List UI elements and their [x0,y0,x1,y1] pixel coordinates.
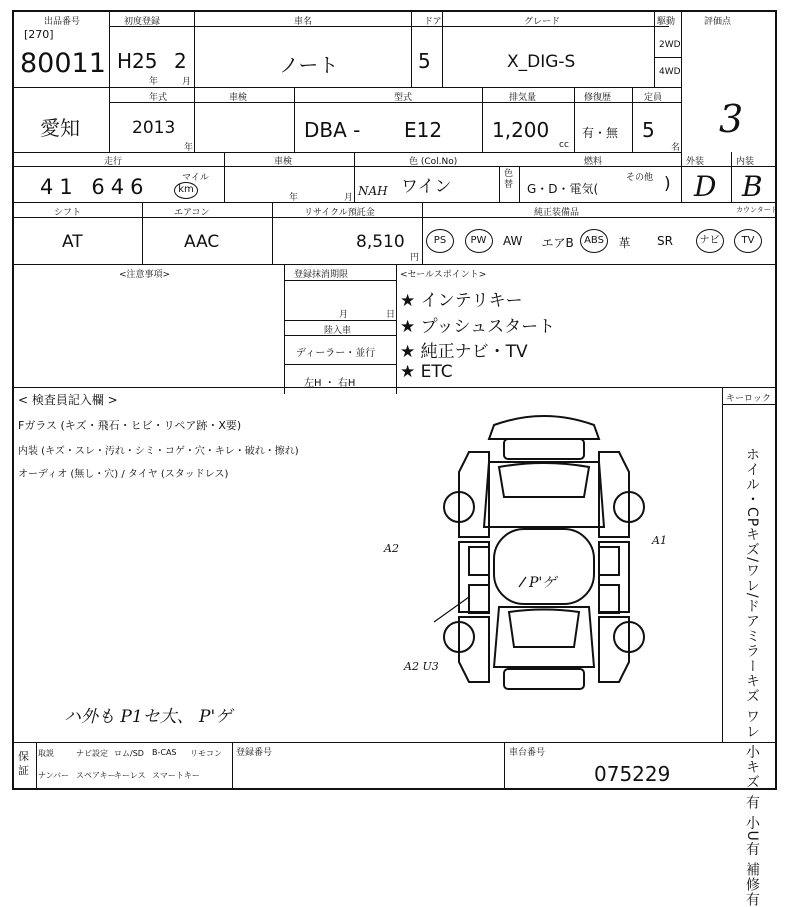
steering: 左H ・ 右H [304,378,356,389]
first-reg-label: 初度登録 [124,17,161,27]
history-options: 有・無 [582,126,619,140]
sales-points-label: <セールスポイント> [400,270,487,280]
fuel-other: その他 [626,173,654,183]
model-prefix: DBA - [304,118,361,142]
fuel-label: 燃料 [584,157,603,167]
capacity-value: 5 [642,118,655,142]
capacity-label: 定員 [644,93,663,103]
equipment-label: 純正装備品 [534,208,580,218]
entry-label: 陸入車 [324,326,352,336]
grade-label: グレード [524,17,561,27]
mark-lower: A2 U3 [404,660,439,673]
drive-label: 駆動 [657,17,676,27]
grade-value: X_DIG-S [507,52,576,72]
score-handwritten: 3 [719,97,744,141]
shift-label: シフト [54,208,82,218]
color-change-label: 色替 [504,169,514,190]
model-code: E12 [404,118,443,142]
recycle-label: リサイクル預託金 [304,208,375,218]
footer-item-top-1: ナビ設定 [76,749,108,758]
equipment-2: AW [503,234,523,248]
deadline-day: 日 [386,310,396,320]
equipment-7: ナビ [696,229,724,253]
fuel-close: ) [664,174,671,194]
model-year-value: 2013 [132,118,176,138]
equipment-3: エアB [541,236,574,250]
shaken-label-2: 車検 [274,157,293,167]
doors-value: 5 [418,49,431,73]
model-year-label: 年式 [149,93,168,103]
lot-bracket: [270] [24,28,54,41]
registration-label: 登録番号 [236,748,273,758]
deadline-month: 月 [339,310,349,320]
displacement-label: 排気量 [509,93,537,103]
shaken-month-unit: 月 [344,193,354,203]
equipment-1: PW [465,229,493,253]
entry-option: ディーラー・並行 [296,348,376,359]
fuel-options: G・D・電気( [527,182,599,196]
lot-label: 出品番号 [44,17,81,27]
shaken-label: 車検 [229,93,248,103]
footer-item-top-3: B-CAS [152,748,177,757]
displacement-value: 1,200 [492,118,550,142]
model-type-label: 型式 [394,93,413,103]
color-code-handwritten: NAH [358,184,388,198]
exterior-label: 外装 [686,157,705,167]
reg-year-suffix: 年 [149,77,159,87]
color-name: ワイン [401,177,452,197]
mark-center: P'ゲ [529,575,557,591]
footer-item-bottom-2: キーレス [114,771,146,780]
mark-right: A1 [652,534,667,547]
sales-point-4: ★ ETC [400,362,453,382]
footer-item-bottom-1: スペアキー [76,771,116,780]
notes-label: <注意事項> [119,270,171,280]
mileage-label: 走行 [104,157,123,167]
car-diagram [414,407,674,707]
km-circle: km [174,182,198,199]
history-label: 修復歴 [584,93,612,103]
footer-item-top-0: 取説 [38,749,54,758]
car-name-label: 車名 [294,17,313,27]
drive-4wd: 4WD [659,67,681,77]
mile-label: マイル [182,173,209,183]
key-type-label: カウンタート [736,206,778,214]
equipment-8: TV [734,229,762,253]
lot-number: 80011 [20,48,106,79]
recycle-value: 8,510 [356,232,405,252]
auction-sheet [12,10,778,907]
equipment-4: ABS [580,229,608,253]
model-year-unit: 年 [184,143,194,153]
footer-item-top-4: リモコン [190,749,222,758]
sales-point-1: ★ インテリキー [400,291,523,311]
shaken-year-unit: 年 [289,193,299,203]
yen-unit: 円 [410,253,420,263]
capacity-unit: 名 [671,143,681,153]
reg-month: 2 [174,49,187,73]
inspection-line-3: オーディオ (無し・穴) / タイヤ (スタッドレス) [18,469,229,480]
car-name: ノート [279,53,339,77]
reg-era-year: H25 [117,49,158,73]
mileage-value: 41 646 [40,175,150,199]
inspection-line-1: Fガラス (キズ・飛石・ヒビ・リペア跡・X要) [18,419,242,432]
reg-month-suffix: 月 [182,77,192,87]
key-lock-label: キーロック [726,394,771,404]
exterior-grade: D [694,170,717,203]
interior-grade: B [742,170,763,203]
footer-item-bottom-3: スマートキー [152,771,200,780]
vertical-remarks: ホイル・CPキズ/ワレ/ドアミラーキズ ワレ 小キズ 有 小U有 補修有 [744,447,760,907]
score-label: 評価点 [704,17,732,27]
inspection-line-2: 内装 (キズ・スレ・汚れ・シミ・コゲ・穴・キレ・破れ・擦れ) [18,446,299,457]
handwritten-bottom-note: ハ外も P1セ大、 P'ゲ [64,707,233,727]
inspector-label: < 検査員記入欄 > [18,393,118,407]
equipment-5: 革 [618,236,631,250]
aircon-value: AAC [184,232,220,252]
footer-item-bottom-0: ナンバー [38,771,70,780]
sales-point-3: ★ 純正ナビ・TV [400,342,528,362]
sales-point-2: ★ プッシュスタート [400,317,556,337]
shift-value: AT [62,232,83,252]
reg-deadline-label: 登録抹消期限 [294,270,349,280]
warranty-label: 保証 [18,750,29,777]
doors-label: ドア [424,17,442,27]
footer-item-top-2: ロム/SD [114,749,144,758]
drive-2wd: 2WD [659,40,681,50]
color-label: 色 (Col.No) [409,157,458,167]
aircon-label: エアコン [174,208,210,218]
equipment-6: SR [657,234,673,248]
interior-label: 内装 [736,157,755,167]
equipment-0: PS [426,229,454,253]
cc-unit: cc [559,140,569,150]
region-value: 愛知 [40,116,80,140]
chassis-label: 車台番号 [509,748,546,758]
chassis-number: 075229 [594,762,671,786]
mark-left: A2 [384,542,399,555]
